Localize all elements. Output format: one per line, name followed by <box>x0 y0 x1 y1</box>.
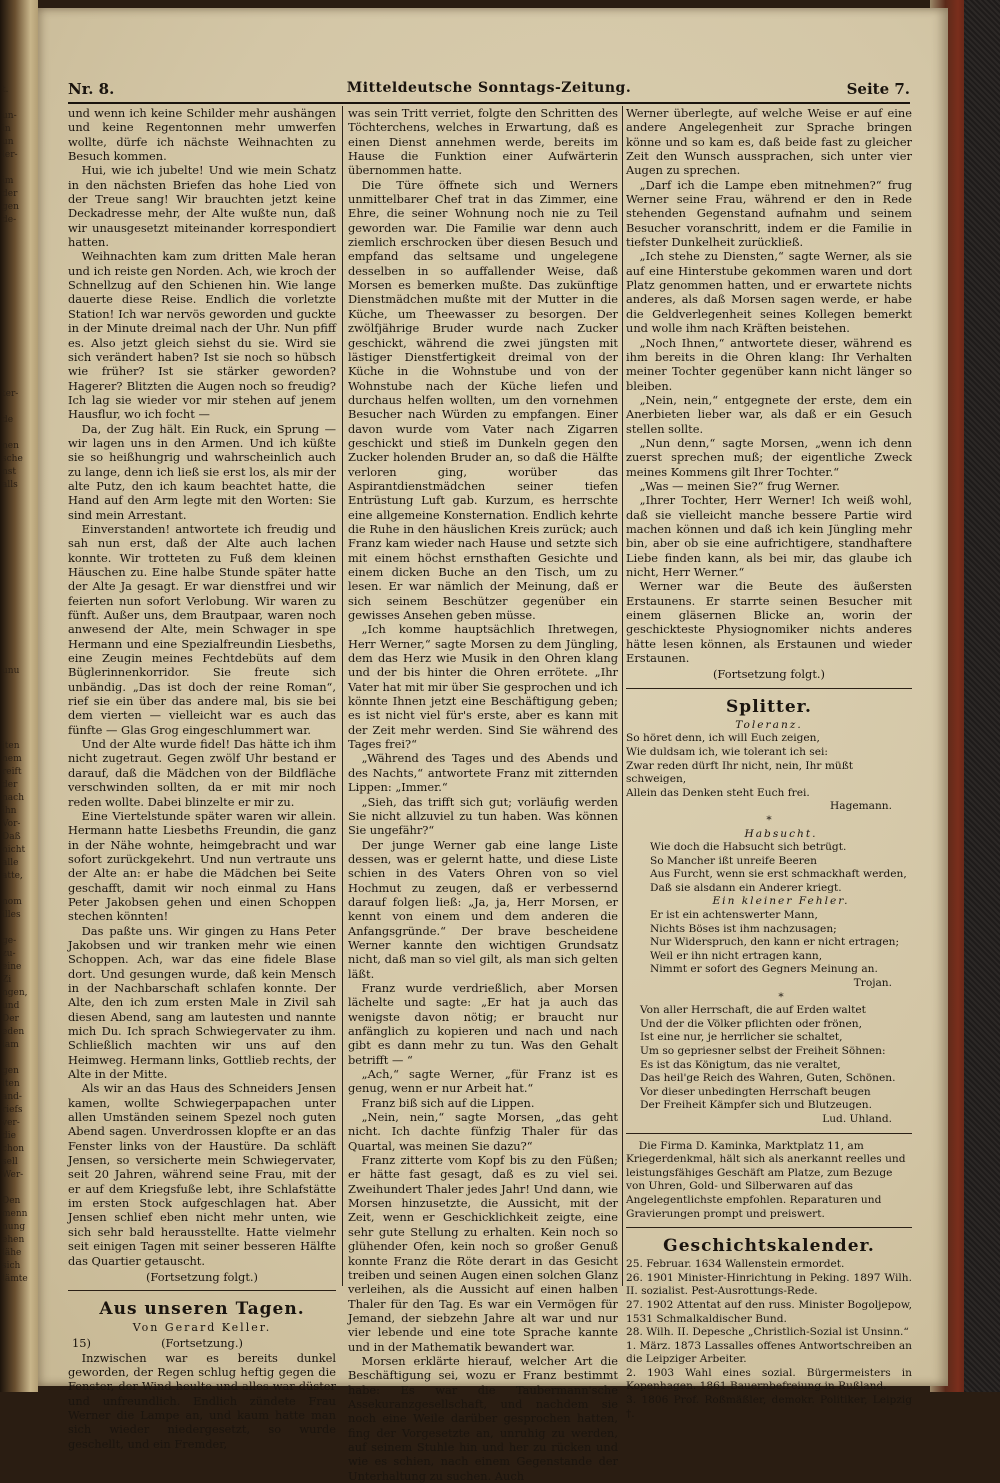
paragraph: Eine Viertelstunde später waren wir allein. Hermann hatte Liesbeths Freundin, die ganz in der Nähe wohnte, heimgebracht und war sofort zurückgekehrt. Und nun vertraute uns der Alte an: er habe die Mädchen bei Seite geschafft, damit wir noch einmal zu Hans Peter Jakobsen gehen und einen Schoppen stechen könnten! <box>68 808 336 924</box>
calendar-title: Geschichtskalender. <box>663 1236 875 1257</box>
installment-label: (Fortsetzung.) <box>161 1335 243 1350</box>
poem-line: Nichts Böses ist ihm nachzusagen; <box>650 922 837 935</box>
calendar-entry: 28. Wilh. II. Depesche „Christlich-Sozial ist Unsinn.“ <box>626 1326 909 1339</box>
poem-title: Habsucht. <box>744 827 818 840</box>
paragraph: „Was — meinen Sie?“ frug Werner. <box>639 478 840 493</box>
section-divider <box>626 688 912 689</box>
paragraph: Und der Alte wurde fidel! Das hätte ich ihm nicht zugetraut. Gegen zwölf Uhr bestand er darauf, daß die Mädchen von der Bildfläche verschwinden sollten, da er mit mir noch reden wollte. Dabei blinzelte er mir zu. <box>68 737 336 809</box>
history-calendar <box>626 1258 912 1421</box>
poem-line: Und der die Völker pflichten oder frönen, <box>640 1017 862 1030</box>
splitter-title: Splitter. <box>726 696 812 717</box>
neighbor-page-text-top: t. un- in un ler- im der gen de- <box>2 85 19 225</box>
newspaper-page <box>38 8 948 1483</box>
poem-line: Nur Widerspruch, den kann er nicht ertragen; <box>650 936 900 949</box>
calendar-entry: 25. Februar. 1634 Wallenstein ermordet. <box>626 1258 845 1271</box>
column-1 <box>68 106 337 1451</box>
masthead: Mitteldeutsche Sonntags-Zeitung. <box>346 80 632 96</box>
paragraph: Als wir an das Haus des Schneiders Jensen kamen, wollte Schwiegerpapachen unter allen Umständen seinem Spezel noch guten Abend sagen. Unverdrossen klopfte er an das Fenster links von der Haustüre. Da schläft Jensen, so versicherte mein Schwiegervater, seit 20 Jahren, während seine Frau, mit der er auf dem Kriegsfuße lebt, ihre Schlafstätte im ersten Stock aufgeschlagen hat. Aber Jensen schlief eben nicht mehr unten, wie sich sehr bald herausstellte. Hatte vielmehr seit einigen Tagen mit seiner besseren Hälfte das Quartier getauscht. <box>68 1081 336 1268</box>
poem-author: Hagemann. <box>830 800 892 813</box>
paragraph: Morsen erklärte hierauf, welcher Art die Beschäftigung sei, wozu er Franz bestimmt habe: Es war die Taubermann'sche Assekuranzgesellschaft, und nachdem sie noch eine Weile darüber gesprochen hatten, fing der Vorgesetzte an, unruhig zu werden, auf seinem Stuhle hin und her zu rücken und wie es schien, nach einem Gegenstande der Unterhaltung zu suchen. Auch <box>348 1353 618 1483</box>
section-divider <box>626 1133 912 1134</box>
poem-line: Zwar reden dürft Ihr nicht, nein, Ihr müßt schweigen, <box>626 759 854 786</box>
poem-title: Toleranz. <box>735 718 803 731</box>
poem-line: Nimmt er sofort des Gegners Meinung an. <box>650 963 878 976</box>
paragraph: Hui, wie ich jubelte! Und wie mein Schatz in den nächsten Briefen das hohe Lied von der Treue sang! Wir brauchten jetzt keine Deckadresse mehr, der Alte wußte nun, daß wir unausgesetzt miteinander korrespondiert hatten. <box>68 163 336 250</box>
poem-line: Vor dieser unbedingten Herrschaft beugen <box>640 1085 871 1098</box>
header-rule <box>68 102 910 104</box>
calendar-entry: 26. 1901 Minister-Hinrichtung in Peking. 1897 Wilh. II. sozialist. Pest-Ausrottungs-Rede. <box>626 1271 912 1298</box>
poem-line: Es ist das Königtum, das nie veraltet, <box>640 1058 841 1071</box>
installment-line <box>68 1336 336 1351</box>
column-rule-1 <box>342 106 343 1286</box>
section-divider <box>626 1227 912 1228</box>
calendar-entry: 2. 1903 Wahl eines sozial. Bürgermeisters in Kopenhagen. 1861 Bauernbefreiung in Rußland. <box>626 1366 912 1393</box>
poem-habsucht <box>626 828 912 1005</box>
section-divider <box>68 1290 336 1291</box>
star-separator: * <box>778 990 784 1003</box>
paragraph: Die Türe öffnete sich und Werners unmittelbarer Chef trat in das Zimmer, eine Ehre, die seiner Wohnung noch nie zu Teil geworden war. Die Familie war denn auch ziemlich erschrocken über diesen Besuch und empfand das seltsame und ungelegene desselben in so auffallender Weise, daß Morsen es bemerken mußte. Das zukünftige Dienstmädchen mußte mit der Mutter in die Küche, um Theewasser zu besorgen. Der zwölfjährige Bruder wurde nach Zucker geschickt, während die zwei jüngsten mit lästiger Dienstfertigkeit dreimal von der Küche in die Wohnstube und von der Wohnstube nach der Küche liefen und durchaus helfen wollten, um den vornehmen Besucher nach Würden zu empfangen. Einer davon wurde vom Vater nach Zigarren geschickt und stieß im Dunkeln gegen den Zucker holenden Bruder an, so daß die Hälfte verloren ging, worüber das Aspirantdienstmädchen seiner tiefen Entrüstung Luft gab. Kurzum, es herrschte eine allgemeine Konsternation. Endlich kehrte die Ruhe in den häuslichen Kreis zurück; auch Franz kam wieder nach Hause und setzte sich mit einem höchst ernsthaften Gesichte und einem dicken Buche an den Tisch, um zu lesen. Er war nämlich der Meinung, daß er sich seinem Beschützer gegenüber ein gewisses Ansehen geben müsse. <box>348 177 618 623</box>
paragraph: was sein Tritt verriet, folgte den Schritten des Töchterchens, welches in Erwartung, daß es einen Dienst annehmen werde, bereits im Hause die Funktion einer Aufwärterin übernommen hatte. <box>348 106 618 178</box>
paragraph: Franz biß sich auf die Lippen. <box>361 1095 535 1110</box>
poem-line: Von aller Herrschaft, die auf Erden waltet <box>640 1004 866 1017</box>
poem-author: Lud. Uhland. <box>822 1112 892 1125</box>
paragraph: „Darf ich die Lampe eben mitnehmen?“ frug Werner seine Frau, während er den in Rede stehenden Gegenstand aufnahm und seinem Besucher voranschritt, indem er die Familie in tiefster Dunkelheit zurückließ. <box>626 177 912 250</box>
issue-number: Nr. 8. <box>68 80 115 98</box>
paragraph: „Sieh, das trifft sich gut; vorläufig werden Sie nicht allzuviel zu tun haben. Was können Sie ungefähr?“ <box>348 794 618 838</box>
paragraph: Der junge Werner gab eine lange Liste dessen, was er gelernt hatte, und diese Liste schien in des Vaters Ohren von so viel Hochmut zu zeugen, daß er verbessernd darauf folgen ließ: „Ja, ja, Herr Morsen, er kennt von einem und dem anderen die Anfangsgründe.“ Der brave bescheidene Werner kannte den wichtigen Grundsatz nicht, daß man so viel gilt, als man sich gelten läßt. <box>348 837 618 981</box>
neighbor-page-text-mid: ter- de nen sche nst alls <box>2 389 23 490</box>
poem-line: So höret denn, ich will Euch zeigen, <box>626 732 820 745</box>
poem-line: Aus Furcht, wenn sie erst schmackhaft werden, <box>650 868 907 881</box>
author-byline: Von Gerard Keller. <box>132 1321 272 1335</box>
paragraph: „Ich stehe zu Diensten,“ sagte Werner, als sie auf eine Hinterstube gekommen waren und dort Platz genommen hatten, und er erwartete nichts anderes, als daß Morsen sagen werde, er habe die Geldverlegenheit seines Kollegen bemerkt und wolle ihm nach Kräften beistehen. <box>626 249 912 336</box>
continuation-note: (Fortsetzung folgt.) <box>145 1269 258 1284</box>
paragraph: Inzwischen war es bereits dunkel geworden, der Regen schlug heftig gegen die Fenster, der Wind heulte und alles war düster und unfreundlich. Endlich zündete Frau Werner die Lampe an, und kaum hatte man sich wieder niedergesetzt, so wurde geschellt, und ein Fremder, <box>68 1350 336 1451</box>
neighbor-page-text-mid2: unu <box>2 666 20 676</box>
paragraph: Einverstanden! antwortete ich freudig und sah nun erst, daß der Alte auch lachen konnte. Wir trotteten zu Fuß dem kleinen Häuschen zu. Eine halbe Stunde später hatte der Alte Ja gesagt. Er war dienstfrei und wir feierten nun sofort Verlobung. Wir waren zu fünft. Außer uns, dem Brautpaar, waren noch anwesend der Alte, mein Schwager in spe Hermann und eine Spezialfreundin Liesbeths, eine Zeugin meines Fechtdebüts auf dem Büglerinnenkorridor. Sie freute sich unbändig. „Das ist doch der reine Roman“, rief sie ein über das andere mal, bis sie bei dem vierten — vielleicht war es auch das fünfte — Glas Grog eingeschlummert war. <box>68 521 336 737</box>
poem-toleranz <box>626 719 912 828</box>
paragraph: Werner war die Beute des äußersten Erstaunens. Er starrte seinen Besucher mit einem gläsernen Blicke an, worin der geschickteste Physiognomiker nichts anderes hätte lesen können, als Erstaunen und wieder Erstaunen. <box>626 579 912 666</box>
poem-line: Wie duldsam ich, wie tolerant ich sei: <box>626 745 828 758</box>
book-left-margin <box>0 0 38 1392</box>
poem-line: Um so gepriesner selbst der Freiheit Söhnen: <box>640 1045 886 1057</box>
paragraph: Das paßte uns. Wir gingen zu Hans Peter Jakobsen und wir tranken mehr wie einen Schoppen. Ach, war das eine fidele Blase dort. Und gesungen wurde, daß kein Mensch in der Nachbarschaft schlafen konnte. Der Alte, den ich zum ersten Male in Zivil sah diesen Abend, sang am lautesten und nannte mich Du. Ich sprach Schwiegervater zu ihm. Schließlich machten wir uns auf den Heimweg. Hermann links, Gottlieb rechts, der Alte in der Mitte. <box>68 923 336 1082</box>
paragraph: „Ich komme hauptsächlich Ihretwegen, Herr Werner,“ sagte Morsen zu dem Jüngling, dem das Herz wie Musik in den Ohren klang und der bis hinter die Ohren errötete. „Ihr Vater hat mit mir über Sie gesprochen und ich könnte Ihnen jetzt eine Beschäftigung geben; es ist nicht viel für's erste, aber es kann mit der Zeit mehr werden. Sind Sie während des Tages frei?“ <box>348 622 618 752</box>
poem-line: Weil er ihn nicht ertragen kann, <box>650 949 823 962</box>
poem-uhland <box>626 1004 912 1126</box>
poem-line: Das heil'ge Reich des Wahren, Guten, Schönen. <box>640 1072 896 1085</box>
continuation-note: (Fortsetzung folgt.) <box>712 667 825 682</box>
paragraph: Werner überlegte, auf welche Weise er auf eine andere Angelegenheit zur Sprache bringen könne und so kam es, daß beide fast zu gleicher Zeit den Wunsch aussprachen, sich unter vier Augen zu sprechen. <box>626 106 912 178</box>
binding-cloth <box>964 0 1000 1392</box>
paragraph: „Ach,“ sagte Werner, „für Franz ist es genug, wenn er nur Arbeit hat.“ <box>348 1067 618 1096</box>
calendar-entry: 1. März. 1873 Lassalles offenes Antwortschreiben an die Leipziger Arbeiter. <box>626 1339 912 1366</box>
calendar-entry: 27. 1902 Attentat auf den russ. Minister Bogoljepow, 1531 Schmalkaldischer Bund. <box>626 1298 912 1325</box>
paragraph: „Noch Ihnen,“ antwortete dieser, während es ihm bereits in die Ohren klang: Ihr Verhalten meiner Tochter gegenüber kann nicht länger so bleiben. <box>626 335 912 393</box>
paragraph: Franz wurde verdrießlich, aber Morsen lächelte und sagte: „Er hat ja auch das wenigste davon nötig; er braucht nur anfänglich zu kopieren und nach und nach gibt es dann mehr zu tun. Was den Gehalt betrifft — “ <box>348 980 618 1067</box>
paragraph: „Nein, nein,“ entgegnete der erste, dem ein Anerbieten lieber war, als daß er ein Gesuch stellen sollte. <box>626 392 912 436</box>
installment-number: 15) <box>72 1335 91 1350</box>
ad-text: Die Firma D. Kaminka, Marktplatz 11, am Kriegerdenkmal, hält sich als anerkannt reelles und leistungsfähiges Geschäft am Platze, zum Bezuge von Uhren, Gold- und Silberwaren auf das Angelegentlichste empfohlen. Reparaturen und Gravierungen prompt und preiswert. <box>626 1139 906 1220</box>
column-rule-2 <box>622 106 623 1286</box>
paragraph: Weihnachten kam zum dritten Male heran und ich reiste gen Norden. Ach, wie kroch der Schnellzug auf den Schienen hin. Wie lange dauerte diese Reise. Endlich die vorletzte Station! Ich war nervös geworden und guckte in der Minute dreimal nach der Uhr. Nun pfiff es. Also jetzt gleich siehst du sie. Wird sie sich verändert haben? Ist sie noch so hübsch wie früher? Ist sie stärker geworden? Hagerer? Blitzten die Augen noch so freudig? Ich lag sie wieder vor mir stehen auf jenem Hausflur, wo ich focht — <box>68 249 337 422</box>
poem-author: Trojan. <box>853 977 892 990</box>
paragraph: Da, der Zug hält. Ein Ruck, ein Sprung — wir lagen uns in den Armen. Und ich küßte sie so heißhungrig und wahrscheinlich auch zu lange, denn ich ließ sie erst los, als mir der alte Putz, den ich kaum beachtet hatte, die Hand auf den Arm legte mit den Worten: Sie sind mein Arrestant. <box>68 421 336 522</box>
poem-line: Der Freiheit Kämpfer sich und Blutzeugen. <box>640 1099 872 1112</box>
paragraph: und wenn ich keine Schilder mehr aushängen und keine Regentonnen mehr umwerfen wollte, dürfe ich nächste Weihnachten zu Besuch kommen. <box>68 106 336 164</box>
serial-title: Aus unseren Tagen. <box>99 1299 305 1320</box>
poem-line: Er ist ein achtenswerter Mann, <box>650 909 818 922</box>
advertisement <box>626 1140 912 1222</box>
paragraph: Franz zitterte vom Kopf bis zu den Füßen; er hätte fast gesagt, daß es zu viel sei. Zweihundert Thaler jedes Jahr! Und dann, wie Morsen hinzusetzte, die Aussicht, mit der Zeit, wenn er Geschicklichkeit zeigte, eine sehr gute Stellung zu erhalten. Kein noch so glühender Ofen, kein noch so großer Genuß konnte Franz die Röte derart in das Gesicht treiben und seinen Augen einen solchen Glanz verleihen, als die Aussicht auf einen halben Thaler für den Tag. Es war ein Vermögen für Jemand, der siebzehn Jahre alt war und nur vier lebende und eine tote Sprache kannte und in der Mathematik bewandert war. <box>348 1153 618 1354</box>
poem-line: Ist eine nur, je herrlicher sie schaltet, <box>640 1031 843 1044</box>
column-2 <box>348 106 618 1483</box>
paragraph: „Während des Tages und des Abends und des Nachts,“ antwortete Franz mit zitternden Lippen: „Immer.“ <box>348 751 618 795</box>
neighbor-page-text-low: jten nem reift der nach ihn Vor- Daß nicht alle atte, nom illes ge- zu- eine Zi ngen, und Der eden lam gen lten and- riefs ver- die chon sell Wer- Den menn nung ehen lähe sich lämte <box>2 741 28 1284</box>
star-separator: * <box>766 813 772 826</box>
page-header <box>68 80 910 102</box>
poem-title: Ein kleiner Fehler. <box>712 895 850 908</box>
column-3 <box>626 106 912 1420</box>
poem-line: Wie doch die Habsucht sich betrügt. <box>650 841 847 854</box>
paragraph: „Ihrer Tochter, Herr Werner! Ich weiß wohl, daß sie vielleicht manche bessere Partie wird machen können und daß ich kein Jüngling mehr bin, aber ob sie eine aufrichtigere, standhaftere Liebe finden kann, als bei mir, das glaube ich nicht, Herr Werner.“ <box>626 493 912 579</box>
calendar-entry: 3. 1806 Prof. Roßmäßler, demokr. Politiker, Leipzig †. <box>626 1394 912 1420</box>
paragraph: „Nein, nein,“ sagte Morsen, „das geht nicht. Ich dachte fünfzig Thaler für das Quartal, was meinen Sie dazu?“ <box>348 1110 618 1153</box>
poem-line: Allein das Denken steht Euch frei. <box>626 786 810 799</box>
poem-line: So Mancher ißt unreife Beeren <box>650 854 817 867</box>
page-number: Seite 7. <box>846 80 910 98</box>
paragraph: „Nun denn,“ sagte Morsen, „wenn ich denn zuerst sprechen muß; der eigentliche Zweck meines Kommens gilt Ihrer Tochter.“ <box>626 435 912 479</box>
poem-line: Daß sie alsdann ein Anderer kriegt. <box>650 881 842 894</box>
